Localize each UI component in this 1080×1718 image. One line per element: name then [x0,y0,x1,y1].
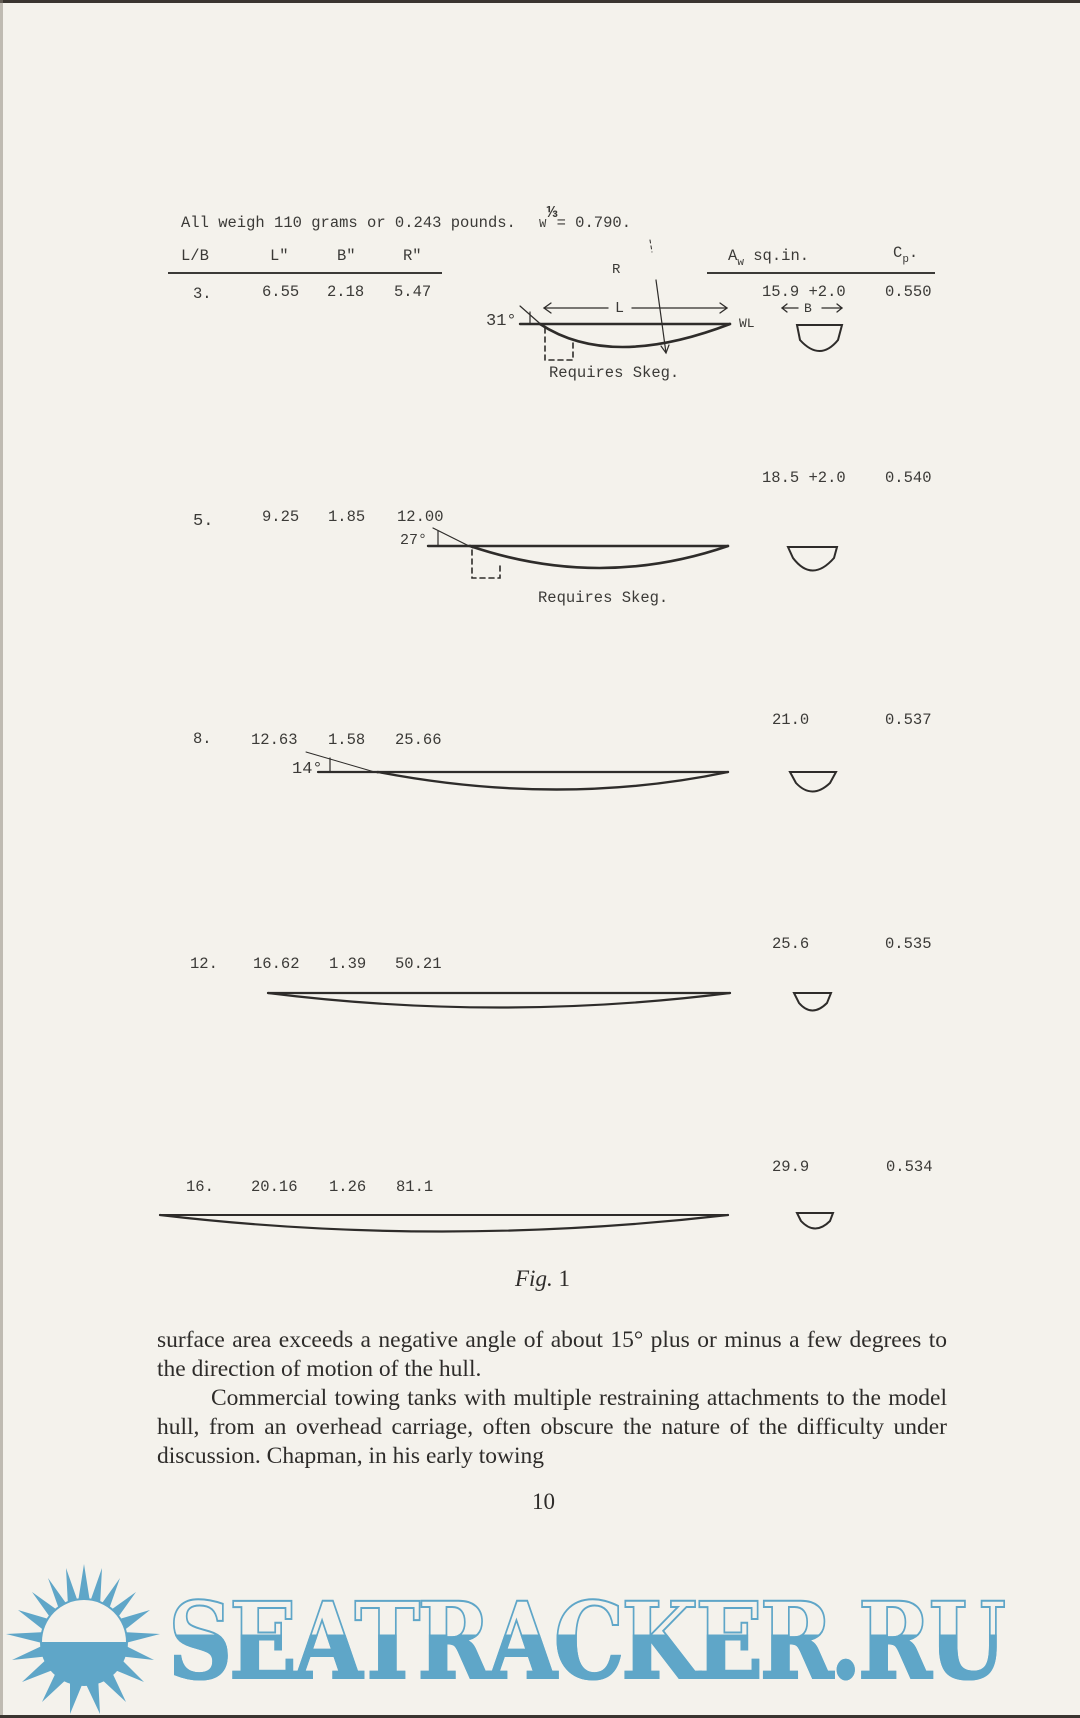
cp-symbol: C [893,244,903,262]
hull-profile-lb8 [306,752,836,792]
row-l: 9.25 [262,508,300,526]
row-r: 25.66 [395,731,442,749]
aw-symbol: A [728,247,738,265]
row-l: 12.63 [251,731,298,749]
row-b: 1.85 [328,508,366,526]
body-text [157,1326,947,1471]
row-aw: 29.9 [772,1158,810,1176]
row-note: Requires Skeg. [549,364,680,382]
row-angle: 14° [292,760,323,779]
row-note: Requires Skeg. [538,589,669,607]
row-b: 1.58 [328,731,366,749]
hull-profile-lb3 [520,240,842,360]
row-lb: 8. [193,730,212,748]
weight-note: All weigh 110 grams or 0.243 pounds. [181,214,516,233]
w-base: W [539,217,547,232]
row-angle: 27° [400,532,428,549]
cp-subscript: p [902,254,909,266]
row-r: 5.47 [394,283,432,301]
radius-label: R [612,262,621,278]
row-b: 1.26 [329,1178,367,1196]
row-lb: 16. [186,1178,214,1196]
col-header-l: L" [270,247,289,265]
row-l: 16.62 [253,955,300,973]
hull-profile-lb5 [428,528,837,578]
beam-label: B [804,301,812,316]
row-cp: 0.535 [885,935,932,953]
row-b: 1.39 [329,955,367,973]
row-cp: 0.540 [885,469,932,487]
caption-fig: Fig. [515,1266,553,1291]
w-exponent: ⅓ [546,204,557,223]
cp-dot: . [908,244,919,262]
figure-caption [515,1266,570,1292]
col-header-r: R" [403,247,422,265]
row-b: 2.18 [327,283,365,301]
hull-profile-lb16 [160,1213,833,1232]
row-cp: 0.534 [886,1158,933,1176]
col-header-b: B" [337,247,356,265]
body-paragraph-2: Commercial towing tanks with multiple restraining attachments to the model hull, from an overhead carriage, often obscure the nature of the difficulty under discussion. Chapman, in his early towing [157,1385,947,1469]
row-r: 12.00 [397,508,444,526]
row-lb: 12. [190,955,218,973]
body-paragraph-1: surface area exceeds a negative angle of about 15° plus or minus a few degrees to the direction of motion of the hull. [157,1327,947,1382]
row-aw: 18.5 +2.0 [762,469,846,487]
row-aw: 25.6 [772,935,810,953]
row-cp: 0.550 [885,283,932,301]
row-r: 50.21 [395,955,442,973]
col-header-lb: L/B [181,247,209,265]
aw-unit: sq.in. [753,247,810,265]
row-aw: 15.9 +2.0 [762,283,846,301]
hull-profile-lb12 [268,993,831,1011]
row-angle: 31° [486,312,517,331]
row-aw: 21.0 [772,711,810,729]
row-r: 81.1 [396,1178,434,1196]
w-value: = 0.790. [556,214,631,233]
sun-logo-icon [4,1562,164,1718]
aw-subscript: w [737,257,744,269]
row-lb: 5. [193,512,214,531]
caption-number: 1 [552,1266,570,1291]
length-label: L [615,300,625,317]
page-number: 10 [532,1489,555,1514]
watermark-text: SEATRACKER.RU [168,1578,1003,1703]
row-cp: 0.537 [885,711,932,729]
row-l: 20.16 [251,1178,298,1196]
row-lb: 3. [193,285,212,303]
waterline-label: WL [739,316,755,331]
row-l: 6.55 [262,283,300,301]
